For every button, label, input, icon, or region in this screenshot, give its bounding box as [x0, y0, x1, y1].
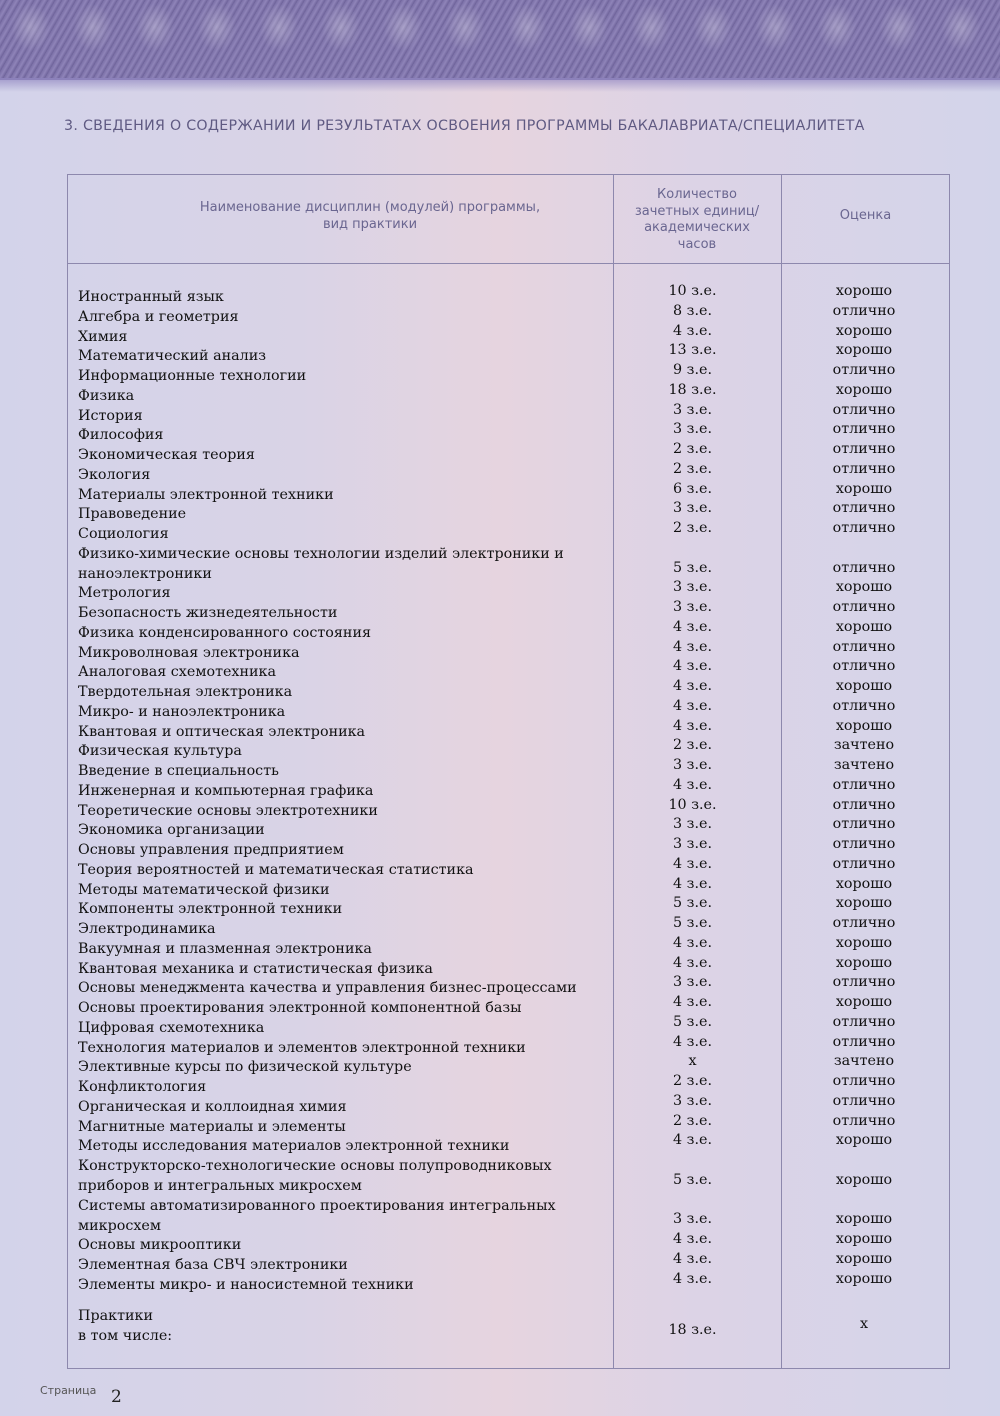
grade: хорошо	[835, 1231, 893, 1247]
discipline-name: Физика конденсированного состояния	[78, 624, 372, 641]
grade: хорошо	[835, 1132, 893, 1149]
page-label: Страница	[40, 1384, 97, 1397]
credit-units: 18 з.е.	[668, 381, 717, 398]
credit-units: 3 з.е.	[673, 599, 712, 615]
discipline-name-line: наноэлектроники	[78, 565, 212, 582]
grade: хорошо	[835, 579, 893, 596]
grade: хорошо	[835, 1211, 893, 1228]
grade: отлично	[832, 421, 896, 438]
credit-units: 5 з.е.	[673, 895, 712, 912]
discipline-name: Элементная база СВЧ электроники	[78, 1256, 348, 1273]
discipline-name: Теория вероятностей и математическая статистика	[78, 861, 474, 878]
discipline-name: Электродинамика	[78, 921, 216, 937]
credit-units: 4 з.е.	[673, 994, 712, 1010]
grade: хорошо	[835, 283, 893, 299]
grade: хорошо	[835, 895, 893, 912]
credit-units: 3 з.е.	[673, 500, 712, 517]
grade: отлично	[832, 816, 896, 833]
discipline-name: Основы проектирования электронной компонентной базы	[78, 1000, 522, 1016]
discipline-name: Микроволновая электроника	[78, 644, 300, 661]
discipline-name-line: Конструкторско-технологические основы полупроводниковых	[78, 1158, 552, 1174]
credit-units: 2 з.е.	[673, 1112, 712, 1129]
header-divider	[67, 263, 950, 264]
grade: зачтено	[833, 757, 895, 773]
credit-units: 4 з.е.	[673, 322, 712, 339]
credit-units: 4 з.е.	[673, 934, 712, 951]
grade: хорошо	[835, 1270, 893, 1287]
discipline-name: Основы управления предприятием	[78, 842, 344, 858]
credit-units: 4 з.е.	[673, 658, 712, 675]
grade: отлично	[832, 776, 896, 793]
grade: отлично	[832, 658, 896, 675]
discipline-name: Физика	[78, 387, 135, 404]
discipline-name: Математический анализ	[78, 348, 267, 365]
discipline-name: Физическая культура	[78, 743, 242, 760]
discipline-name: Безопасность жизнедеятельности	[78, 605, 338, 621]
discipline-name: Инженерная и компьютерная графика	[78, 782, 374, 799]
credit-units: 2 з.е.	[673, 737, 712, 754]
credit-units: 10 з.е.	[668, 283, 717, 299]
grade: отлично	[832, 441, 896, 457]
discipline-name: Твердотельная электроника	[78, 684, 293, 700]
discipline-name: Конфликтология	[78, 1079, 207, 1095]
grade: хорошо	[835, 1171, 893, 1188]
credit-units: 4 з.е.	[673, 855, 712, 872]
discipline-name: Правоведение	[78, 506, 187, 523]
credit-units: 3 з.е.	[673, 401, 712, 418]
discipline-name: Иностранный язык	[78, 289, 224, 305]
discipline-name: Экология	[78, 466, 151, 483]
grade: отлично	[832, 796, 896, 813]
credit-units: 2 з.е.	[673, 1073, 712, 1089]
discipline-name: Вакуумная и плазменная электроника	[78, 940, 372, 957]
header-grade-column: Оценка	[839, 208, 892, 223]
credit-units: 4 з.е.	[673, 1033, 712, 1050]
grade: хорошо	[835, 322, 893, 339]
grade: хорошо	[835, 1250, 893, 1267]
grade: хорошо	[835, 994, 893, 1010]
discipline-name: Цифровая схемотехника	[78, 1019, 265, 1036]
grade: хорошо	[835, 618, 893, 635]
credit-units: 4 з.е.	[673, 1270, 712, 1287]
discipline-name-line: в том числе:	[78, 1328, 173, 1345]
grade: отлично	[832, 599, 896, 615]
credit-units: 4 з.е.	[673, 1250, 712, 1267]
credit-units: 18 з.е.	[668, 1322, 717, 1338]
discipline-name: Метрология	[78, 585, 171, 602]
discipline-name-line: Физико-химические основы технологии изделий электроники и	[78, 545, 564, 562]
grade: отлично	[832, 974, 896, 991]
discipline-name-line: микросхем	[78, 1217, 161, 1234]
credit-units: 4 з.е.	[673, 717, 712, 734]
header-name-column: Наименование дисциплин (модулей) программы, вид практики	[199, 200, 541, 232]
grade: х	[859, 1316, 869, 1332]
credit-units: 3 з.е.	[673, 836, 712, 852]
discipline-name: Социология	[78, 526, 169, 542]
discipline-name: Компоненты электронной техники	[78, 901, 343, 918]
discipline-name: Квантовая и оптическая электроника	[78, 723, 366, 740]
page-number: 2	[111, 1387, 122, 1407]
grade: отлично	[832, 855, 896, 872]
discipline-name: Философия	[78, 427, 164, 444]
discipline-name-line: Системы автоматизированного проектирования интегральных	[78, 1197, 556, 1214]
header-units-column: Количество зачетных единиц/ академических часов	[634, 187, 760, 252]
credit-units: 4 з.е.	[673, 618, 712, 635]
credit-units: 4 з.е.	[673, 875, 712, 892]
discipline-name: Введение в специальность	[78, 763, 279, 779]
discipline-name: История	[78, 407, 143, 424]
credit-units: 10 з.е.	[668, 796, 717, 813]
discipline-name: Методы математической физики	[78, 881, 330, 898]
decorative-border	[0, 0, 1000, 80]
grade: отлично	[832, 362, 896, 378]
discipline-name	[78, 1306, 618, 1346]
credit-units: 4 з.е.	[673, 678, 712, 694]
discipline-name: Экономическая теория	[78, 447, 255, 463]
discipline-name: Информационные технологии	[78, 368, 307, 384]
discipline-name: Аналоговая схемотехника	[78, 664, 277, 681]
grade: хорошо	[835, 717, 893, 734]
credit-units: 5 з.е.	[673, 915, 712, 931]
credit-units: 3 з.е.	[673, 579, 712, 596]
grade: отлично	[832, 1073, 896, 1089]
credit-units: 3 з.е.	[673, 974, 712, 991]
grade: отлично	[832, 836, 896, 852]
discipline-name	[78, 1156, 618, 1196]
grade: хорошо	[835, 954, 893, 971]
discipline-name: Элементы микро- и наносистемной техники	[78, 1276, 414, 1293]
discipline-name: Квантовая механика и статистическая физика	[78, 960, 433, 977]
grade: хорошо	[835, 342, 893, 359]
credit-units: 5 з.е.	[673, 559, 712, 576]
credit-units: 4 з.е.	[673, 697, 712, 714]
section-heading: 3. СВЕДЕНИЯ О СОДЕРЖАНИИ И РЕЗУЛЬТАТАХ ОСВОЕНИЯ ПРОГРАММЫ БАКАЛАВРИАТА/СПЕЦИАЛИТЕТА	[64, 118, 865, 134]
credit-units: 8 з.е.	[673, 302, 712, 319]
discipline-name: Органическая и коллоидная химия	[78, 1098, 347, 1115]
grade: отлично	[832, 520, 896, 536]
grade: отлично	[832, 1112, 896, 1129]
credit-units: 2 з.е.	[673, 520, 712, 536]
grade: отлично	[832, 1092, 896, 1109]
credit-units: 4 з.е.	[673, 776, 712, 793]
credit-units: 5 з.е.	[673, 1013, 712, 1030]
table-row	[78, 1269, 948, 1309]
credit-units: 3 з.е.	[673, 1211, 712, 1228]
grade: отлично	[832, 500, 896, 517]
grade: отлично	[832, 638, 896, 655]
grade: хорошо	[835, 678, 893, 694]
table-row	[78, 1308, 948, 1360]
discipline-name: Элективные курсы по физической культуре	[78, 1059, 412, 1076]
credit-units: 3 з.е.	[673, 1092, 712, 1109]
discipline-name: Материалы электронной техники	[78, 486, 334, 503]
credit-units: 4 з.е.	[673, 1231, 712, 1247]
credit-units: 3 з.е.	[673, 421, 712, 438]
grade: отлично	[832, 559, 896, 576]
credit-units: 3 з.е.	[673, 816, 712, 833]
discipline-name: Основы микрооптики	[78, 1237, 242, 1253]
grade: отлично	[832, 460, 896, 477]
discipline-name: Теоретические основы электротехники	[78, 802, 378, 819]
credit-units: 2 з.е.	[673, 460, 712, 477]
grade: хорошо	[835, 381, 893, 398]
grade: отлично	[832, 1033, 896, 1050]
discipline-name: Экономика организации	[78, 822, 265, 839]
grade: зачтено	[833, 737, 895, 754]
discipline-name-line: Практики	[78, 1308, 153, 1325]
credit-units: 5 з.е.	[673, 1171, 712, 1188]
grade: хорошо	[835, 480, 893, 497]
credit-units: х	[688, 1053, 697, 1070]
grade: хорошо	[835, 934, 893, 951]
credit-units: 6 з.е.	[673, 480, 712, 497]
credit-units: 4 з.е.	[673, 638, 712, 655]
credit-units: 13 з.е.	[668, 342, 717, 359]
credit-units: 3 з.е.	[673, 757, 712, 773]
grade: зачтено	[833, 1053, 895, 1070]
credit-units: 2 з.е.	[673, 441, 712, 457]
discipline-name: Химия	[78, 328, 128, 345]
discipline-name: Микро- и наноэлектроника	[78, 703, 286, 720]
discipline-name: Методы исследования материалов электронной техники	[78, 1138, 510, 1155]
discipline-name-line: приборов и интегральных микросхем	[78, 1178, 362, 1194]
grade: отлично	[832, 697, 896, 714]
grade: отлично	[832, 401, 896, 418]
credit-units: 4 з.е.	[673, 954, 712, 971]
grade: отлично	[832, 915, 896, 931]
grade: отлично	[832, 1013, 896, 1030]
grade: хорошо	[835, 875, 893, 892]
discipline-name: Технология материалов и элементов электронной техники	[78, 1039, 526, 1056]
discipline-name: Основы менеджмента качества и управления бизнес-процессами	[78, 980, 577, 997]
discipline-name: Магнитные материалы и элементы	[78, 1118, 346, 1135]
credit-units: 4 з.е.	[673, 1132, 712, 1149]
grade: отлично	[832, 302, 896, 319]
discipline-name: Алгебра и геометрия	[78, 308, 239, 325]
credit-units: 9 з.е.	[673, 362, 712, 378]
